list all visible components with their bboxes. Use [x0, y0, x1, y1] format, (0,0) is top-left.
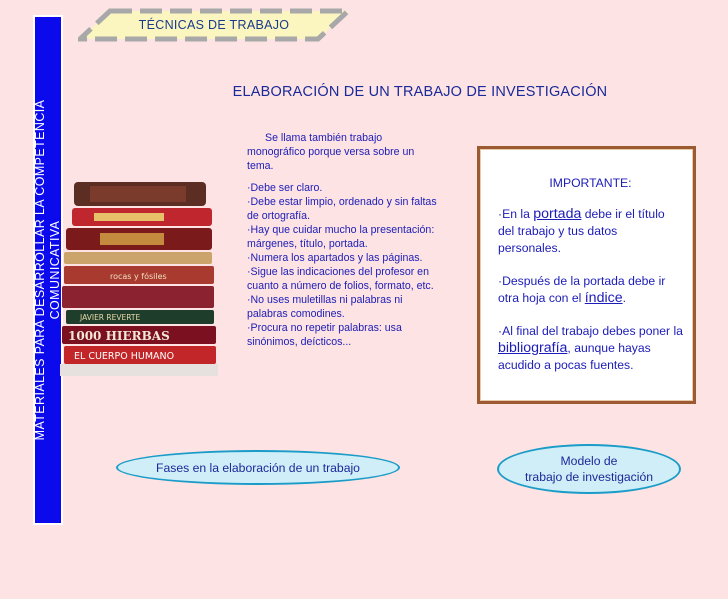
important-text: En la	[502, 207, 534, 221]
sidebar-title-line1: MATERIALES PARA DESARROLLAR LA COMPETENCIA	[33, 99, 47, 441]
fases-button-label: Fases en la elaboración de un trabajo	[156, 460, 360, 475]
list-item: · Debe estar limpio, ordenado y sin faltas de ortografía.	[247, 195, 439, 223]
fases-button[interactable]	[116, 450, 400, 485]
important-text: Después de la portada debe ir otra hoja con el	[498, 274, 666, 305]
list-item: · Procura no repetir palabras: usa sinónimos, deícticos...	[247, 321, 439, 349]
list-item: · Numera los apartados y las páginas.	[247, 251, 439, 265]
description-intro: Se llama también trabajo monográfico porque versa sobre un tema.	[247, 132, 415, 172]
book-spine-label: JAVIER REVERTE	[80, 313, 141, 322]
description-text	[247, 131, 439, 349]
important-text: .	[622, 291, 626, 305]
sidebar-banner	[33, 15, 63, 525]
modelo-button[interactable]	[497, 444, 681, 494]
banner-label: TÉCNICAS DE TRABAJO	[138, 18, 290, 32]
book-stack-illustration	[60, 180, 218, 376]
important-box	[477, 146, 696, 404]
list-item: · Hay que cuidar mucho la presentación: márgenes, título, portada.	[247, 223, 439, 251]
tips-list	[247, 181, 439, 349]
indice-link[interactable]: índice	[584, 290, 623, 306]
important-item-bibliografia	[498, 323, 683, 374]
important-text: debe ir el título del trabajo y tus datos personales.	[498, 207, 665, 255]
important-item-indice	[498, 273, 683, 307]
book-spine	[62, 286, 214, 308]
book-spine-label: EL CUERPO HUMANO	[74, 351, 175, 362]
book-spine-label: rocas y fósiles	[110, 272, 167, 281]
important-text: , aunque hayas acudido a pocas fuentes.	[498, 341, 651, 372]
sidebar-title	[33, 100, 63, 441]
sidebar-title-line2: COMUNICATIVA	[48, 220, 62, 320]
bibliografia-link[interactable]: bibliografía	[498, 340, 568, 356]
important-item-portada	[498, 206, 683, 257]
book-spine-label: 1000 HIERBAS	[68, 329, 170, 343]
books-image	[60, 180, 218, 376]
portada-link[interactable]: portada	[533, 206, 582, 222]
modelo-button-label-2: trabajo de investigación	[524, 470, 654, 484]
list-item: · Debe ser claro.	[247, 181, 439, 195]
important-text: Al final del trabajo debes poner la	[502, 324, 683, 338]
modelo-button-label-1: Modelo de	[560, 454, 618, 468]
list-item: · No uses muletillas ni palabras ni palabras comodines.	[247, 293, 439, 321]
important-heading: IMPORTANTE:	[549, 176, 632, 190]
section-banner	[78, 8, 350, 42]
page-title: ELABORACIÓN DE UN TRABAJO DE INVESTIGACIÓN	[232, 84, 608, 100]
book-spine	[64, 252, 212, 264]
list-item: · Sigue las indicaciones del profesor en cuanto a número de folios, formato, etc.	[247, 265, 439, 293]
